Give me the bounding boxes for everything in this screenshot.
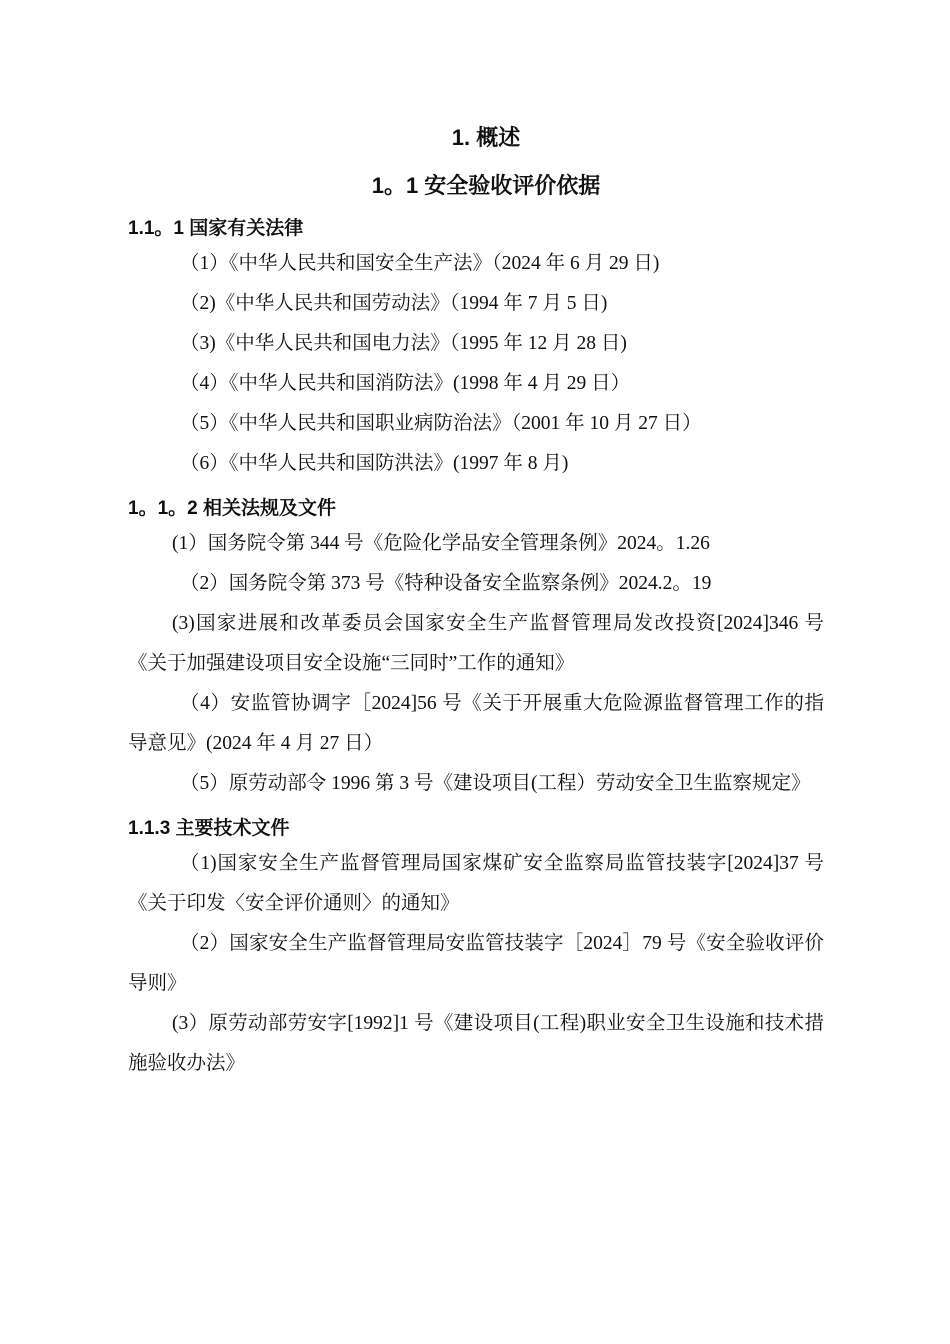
technical-docs-list (128, 844, 824, 1084)
list-item: （5）《中华人民共和国职业病防治法》（2001 年 10 月 27 日） (180, 413, 702, 434)
subsection-heading-technical-docs: 1.1.3 主要技术文件 (128, 818, 290, 839)
list-item: （1)国家安全生产监督管理局国家煤矿安全监察局监管技装字[2024]37 号《关于印发〈安全评价通则〉的通知》 (128, 853, 824, 914)
subsection-heading-regulations: 1。1。2 相关法规及文件 (128, 498, 336, 519)
list-item: （2)《中华人民共和国劳动法》（1994 年 7 月 5 日) (180, 293, 608, 314)
subsection-heading-laws: 1.1。1 国家有关法律 (128, 218, 304, 239)
list-item: (1）国务院令第 344 号《危险化学品安全管理条例》2024。1.26 (172, 533, 710, 554)
laws-list (128, 244, 824, 484)
list-item: （4）《中华人民共和国消防法》(1998 年 4 月 29 日） (180, 373, 631, 394)
section-title: 1。1 安全验收评价依据 (371, 173, 601, 198)
list-item: (3)国家进展和改革委员会国家安全生产监督管理局发改投资[2024]346 号《关于加强建设项目安全设施“三同时”工作的通知》 (128, 613, 824, 674)
list-item: （2）国家安全生产监督管理局安监管技装字［2024］79 号《安全验收评价导则》 (128, 933, 824, 994)
list-item: （5）原劳动部令 1996 第 3 号《建设项目(工程）劳动安全卫生监察规定》 (180, 773, 811, 794)
list-item: (3）原劳动部劳安字[1992]1 号《建设项目(工程)职业安全卫生设施和技术措施验收办法》 (128, 1013, 824, 1074)
list-item: （2）国务院令第 373 号《特种设备安全监察条例》2024.2。19 (180, 573, 712, 594)
list-item: （6）《中华人民共和国防洪法》(1997 年 8 月) (180, 453, 569, 474)
list-item: （4）安监管协调字［2024]56 号《关于开展重大危险源监督管理工作的指导意见》(2024 年 4 月 27 日） (128, 693, 824, 754)
chapter-title: 1. 概述 (451, 125, 521, 150)
document-body (128, 118, 824, 1084)
list-item: （1）《中华人民共和国安全生产法》（2024 年 6 月 29 日) (180, 253, 660, 274)
regulations-list (128, 524, 824, 804)
list-item: （3)《中华人民共和国电力法》（1995 年 12 月 28 日) (180, 333, 627, 354)
